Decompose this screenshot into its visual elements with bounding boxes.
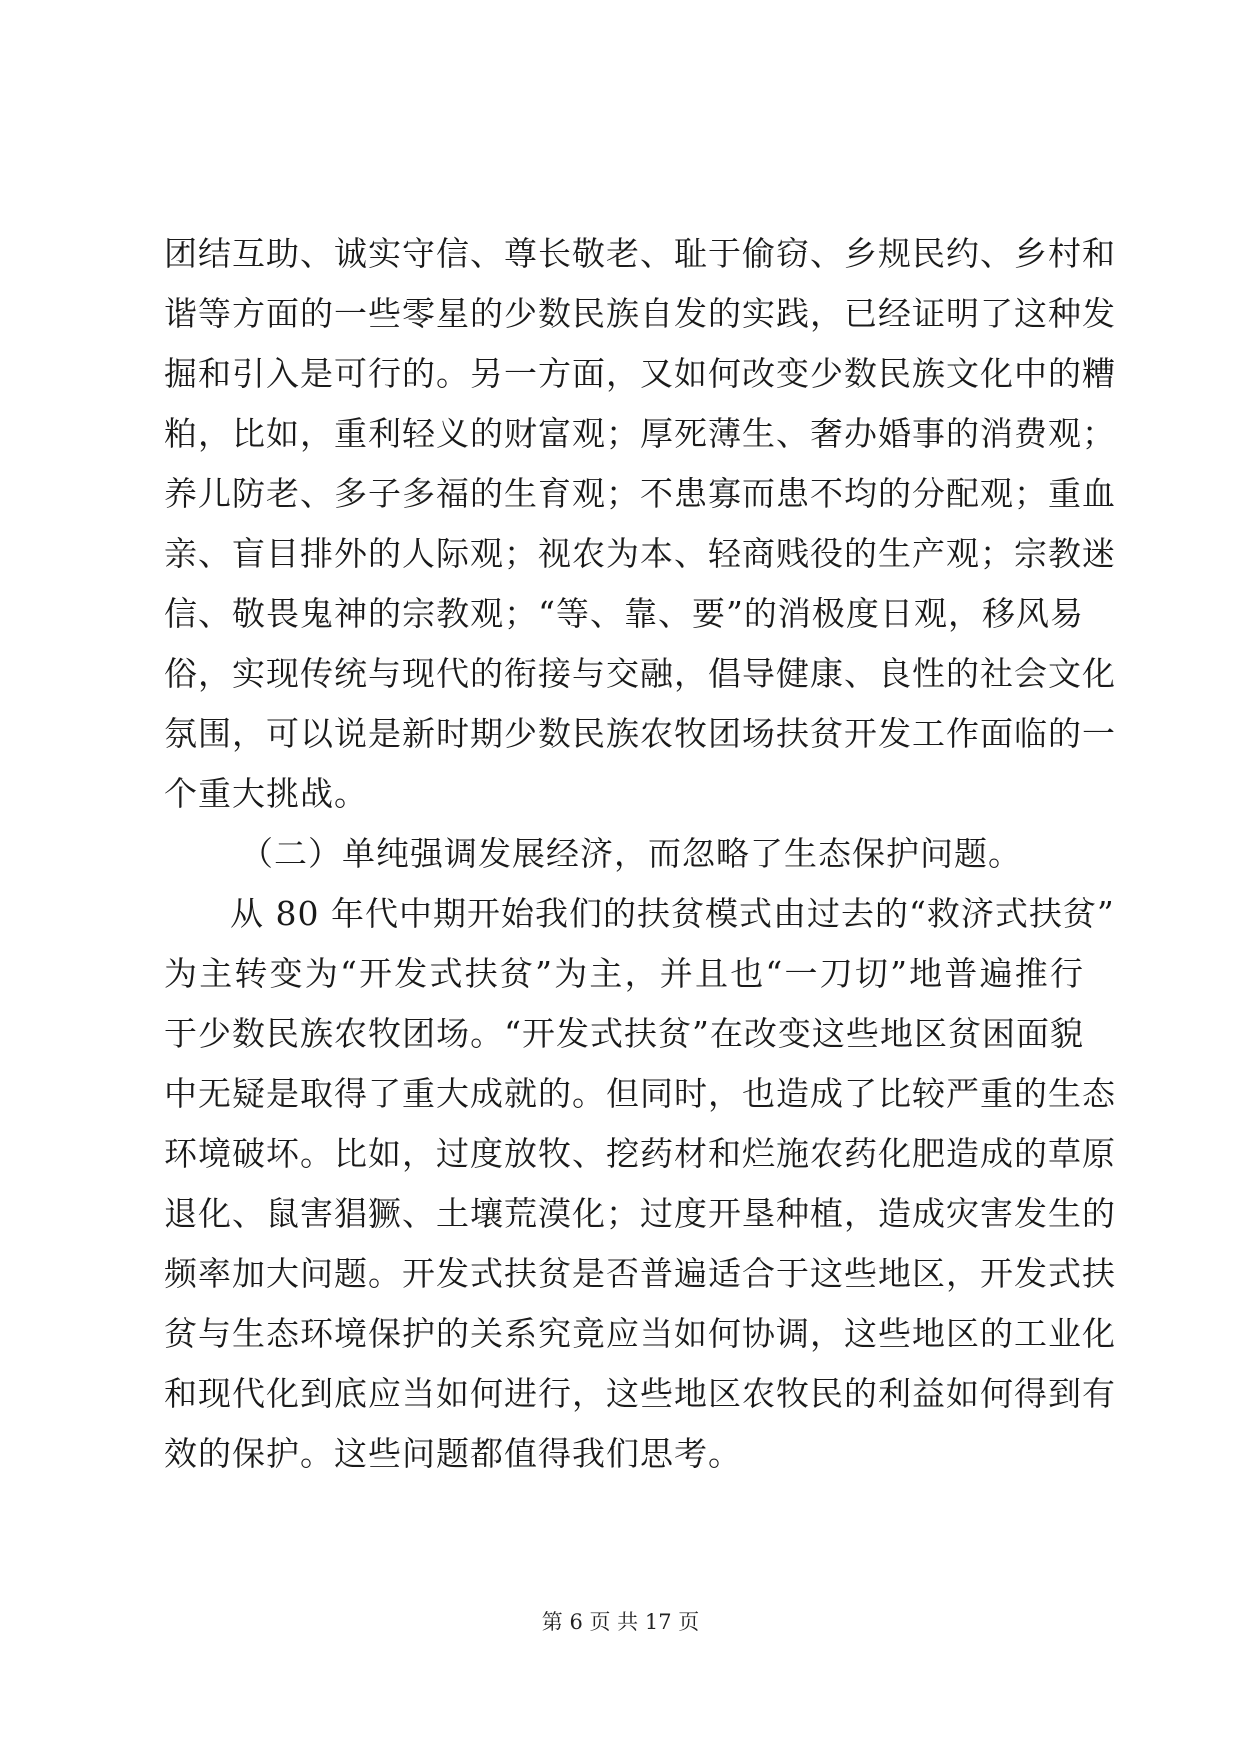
paragraph-line: 俗，实现传统与现代的衔接与交融，倡导健康、良性的社会文化 [164, 654, 1116, 693]
paragraph-line: 亲、盲目排外的人际观；视农为本、轻商贱役的生产观；宗教迷 [164, 534, 1116, 573]
paragraph-line: 中无疑是取得了重大成就的。但同时，也造成了比较严重的生态 [164, 1074, 1116, 1113]
paragraph-line: 贫与生态环境保护的关系究竟应当如何协调，这些地区的工业化 [164, 1314, 1116, 1353]
paragraph-line: 为主转变为“开发式扶贫”为主，并且也“一刀切”地普遍推行 [164, 954, 1084, 993]
paragraph-line: 个重大挑战。 [164, 774, 368, 813]
paragraph-line: 信、敬畏鬼神的宗教观；“等、靠、要”的消极度日观，移风易 [164, 594, 1084, 633]
paragraph-line: 掘和引入是可行的。另一方面，又如何改变少数民族文化中的糟 [164, 354, 1116, 393]
section-heading: （二）单纯强调发展经济，而忽略了生态保护问题。 [240, 834, 1022, 873]
paragraph-line: 效的保护。这些问题都值得我们思考。 [164, 1434, 742, 1473]
page-number-footer: 第 6 页 共 17 页 [541, 1610, 700, 1634]
paragraph-line: 粕，比如，重利轻义的财富观；厚死薄生、奢办婚事的消费观； [164, 414, 1116, 453]
paragraph-line: 环境破坏。比如，过度放牧、挖药材和烂施农药化肥造成的草原 [164, 1134, 1116, 1173]
paragraph-line: 养儿防老、多子多福的生育观；不患寡而患不均的分配观；重血 [164, 474, 1116, 513]
paragraph-line: 频率加大问题。开发式扶贫是否普遍适合于这些地区，开发式扶 [164, 1254, 1116, 1293]
paragraph-line: 退化、鼠害猖獗、土壤荒漠化；过度开垦种植，造成灾害发生的 [164, 1194, 1116, 1233]
paragraph-line: 从 80 年代中期开始我们的扶贫模式由过去的“救济式扶贫” [230, 894, 1115, 933]
paragraph-line: 于少数民族农牧团场。“开发式扶贫”在改变这些地区贫困面貌 [164, 1014, 1084, 1053]
paragraph-line: 和现代化到底应当如何进行，这些地区农牧民的利益如何得到有 [164, 1374, 1116, 1413]
paragraph-line: 谐等方面的一些零星的少数民族自发的实践，已经证明了这种发 [164, 294, 1116, 333]
paragraph-line: 团结互助、诚实守信、尊长敬老、耻于偷窃、乡规民约、乡村和 [164, 234, 1116, 273]
paragraph-line: 氛围，可以说是新时期少数民族农牧团场扶贫开发工作面临的一 [164, 714, 1116, 753]
